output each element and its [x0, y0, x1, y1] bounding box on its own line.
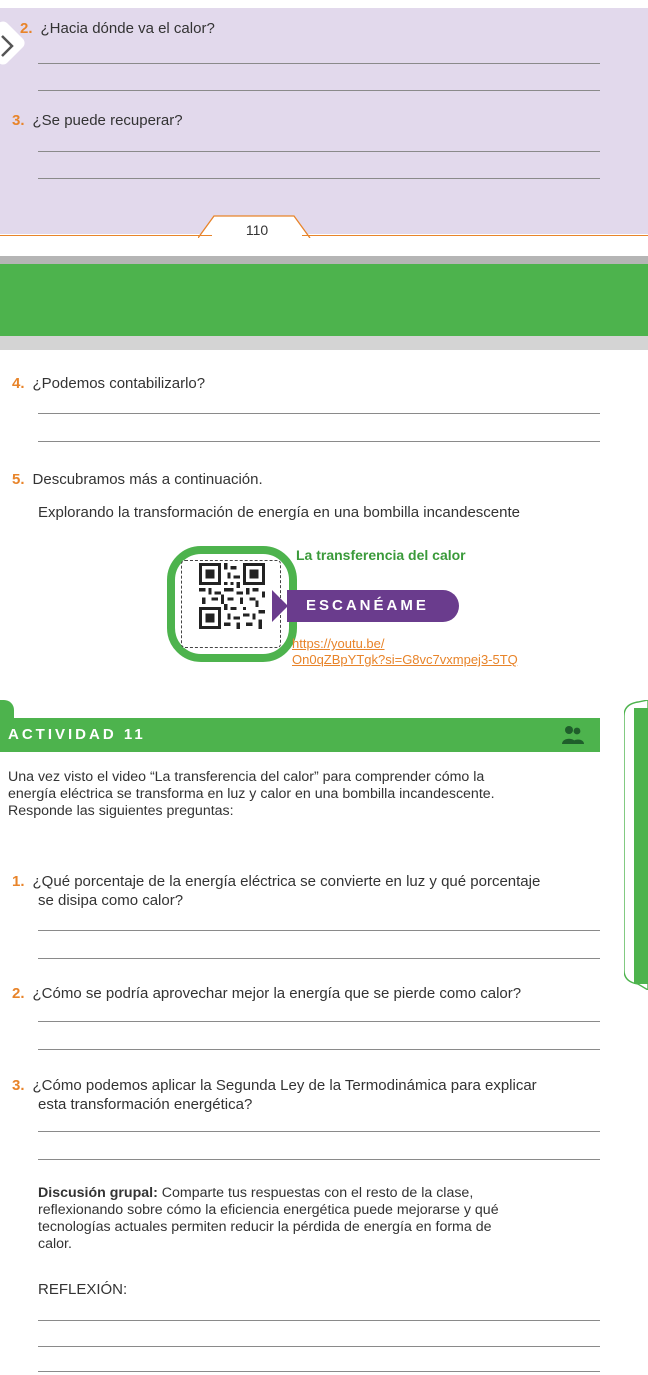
question-number: 1. [12, 873, 25, 890]
group-icon [560, 722, 586, 748]
answer-line[interactable] [38, 1320, 600, 1321]
answer-line[interactable] [38, 1021, 600, 1022]
answer-line[interactable] [38, 1159, 600, 1160]
question-text: ¿Podemos contabilizarlo? [32, 375, 206, 392]
scan-label: ESCANÉAME [306, 597, 429, 614]
question-number: 3. [12, 1077, 25, 1094]
instructions-line: energía eléctrica se transforma en luz y calor en una bombilla incandescente. [8, 786, 495, 802]
previous-page-fragment [0, 0, 648, 256]
discussion-text: tecnologías actuales permiten reducir la pérdida de energía en forma de [38, 1219, 492, 1235]
video-link[interactable] [292, 636, 518, 668]
question-number: 4. [12, 375, 25, 392]
question-text: ¿Cómo se podría aprovechar mejor la energía que se pierde como calor? [32, 985, 522, 1002]
question-text: ¿Hacia dónde va el calor? [40, 20, 215, 37]
question-2 [20, 20, 215, 37]
video-title: La transferencia del calor [296, 547, 466, 563]
discussion-text: Comparte tus respuestas con el resto de la clase, [157, 1185, 474, 1201]
video-link-line-1[interactable]: https://youtu.be/ [292, 636, 385, 651]
instructions-line: Una vez visto el video “La transferencia del calor” para comprender cómo la [8, 769, 485, 785]
activity-title: ACTIVIDAD 11 [8, 726, 146, 743]
answer-line[interactable] [38, 413, 600, 414]
intro-text: Explorando la transformación de energía en una bombilla incandescente [38, 504, 520, 521]
answer-line[interactable] [38, 930, 600, 931]
answer-line[interactable] [38, 958, 600, 959]
activity-question-3 [12, 1076, 612, 1114]
answer-line[interactable] [38, 1131, 600, 1132]
question-text: Descubramos más a continuación. [32, 471, 263, 488]
instructions-line: Responde las siguientes preguntas: [8, 803, 234, 819]
activity-corner [0, 700, 14, 718]
question-number: 2. [20, 20, 33, 37]
page-divider [0, 336, 648, 350]
question-text-cont: esta transformación energética? [38, 1096, 253, 1113]
answer-line[interactable] [38, 90, 600, 91]
scan-arrow [272, 590, 288, 622]
answer-line[interactable] [38, 1371, 600, 1372]
question-text-cont: se disipa como calor? [38, 892, 184, 909]
activity-instructions [8, 769, 604, 820]
question-text: ¿Se puede recuperar? [32, 112, 183, 129]
question-4 [12, 374, 205, 393]
page-header-bar [0, 264, 648, 336]
discussion-text: calor. [38, 1236, 72, 1252]
side-tab [624, 700, 648, 990]
discussion-heading: Discusión grupal: [38, 1185, 158, 1201]
answer-line[interactable] [38, 151, 600, 152]
answer-line[interactable] [38, 1049, 600, 1050]
discussion-text: reflexionando sobre cómo la eficiencia energética puede mejorarse y qué [38, 1202, 499, 1218]
question-text: ¿Cómo podemos aplicar la Segunda Ley de la Termodinámica para explicar [32, 1077, 537, 1094]
question-3 [12, 112, 183, 129]
reflection-label: REFLEXIÓN: [38, 1281, 128, 1298]
question-text: ¿Qué porcentaje de la energía eléctrica se convierte en luz y qué porcentaje [32, 873, 541, 890]
activity-question-2 [12, 984, 521, 1003]
group-discussion [38, 1185, 600, 1253]
video-link-line-2[interactable]: On0qZBpYTgk?si=G8vc7vxmpej3-5TQ [292, 652, 518, 667]
answer-line[interactable] [38, 441, 600, 442]
qr-code[interactable] [199, 563, 265, 629]
answer-line[interactable] [38, 1346, 600, 1347]
question-number: 2. [12, 985, 25, 1002]
question-number: 5. [12, 471, 25, 488]
activity-question-1 [12, 872, 612, 910]
page-number: 110 [245, 222, 269, 238]
answer-line[interactable] [38, 63, 600, 64]
question-5 [12, 470, 263, 489]
question-number: 3. [12, 112, 25, 129]
page-divider [0, 256, 648, 264]
answer-line[interactable] [38, 178, 600, 179]
